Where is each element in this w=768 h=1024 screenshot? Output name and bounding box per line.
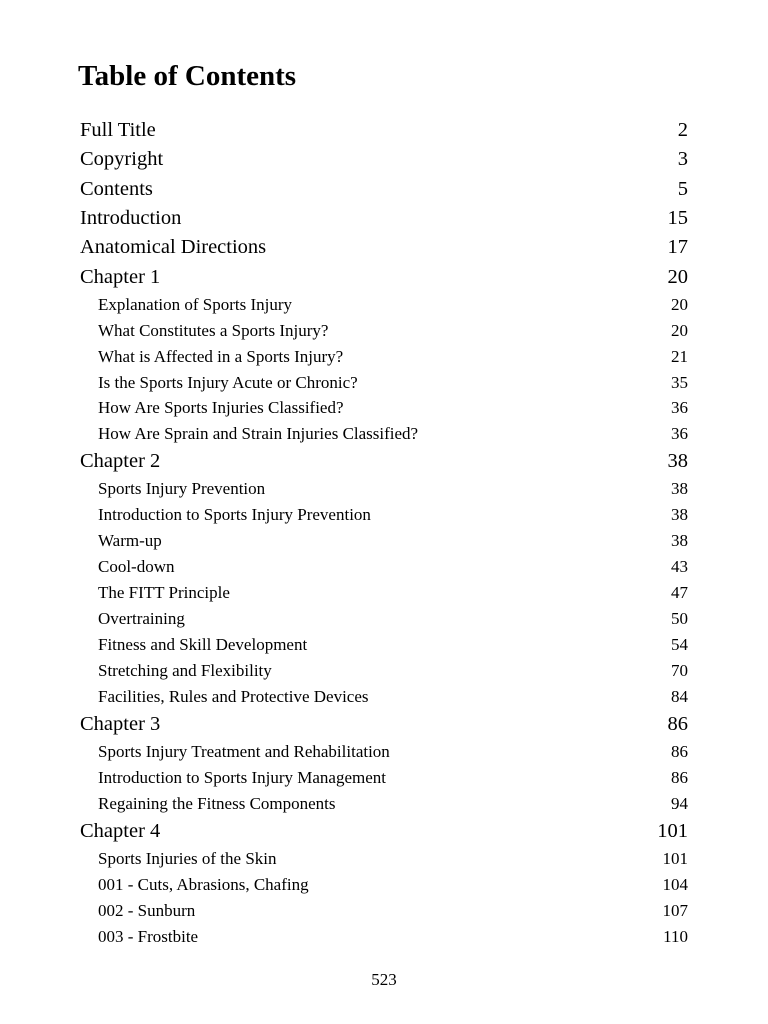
toc-section-entry[interactable]	[0, 632, 768, 658]
toc-entry-label: What is Affected in a Sports Injury?	[98, 347, 344, 366]
toc-entry-page: 38	[671, 479, 688, 498]
toc-entry-label: Contents	[80, 178, 153, 200]
toc-section-entry[interactable]	[0, 684, 768, 710]
toc-section-entry[interactable]	[0, 370, 768, 396]
toc-entry-page: 86	[667, 713, 688, 735]
toc-section-entry[interactable]	[0, 421, 768, 447]
toc-entry-page: 54	[671, 635, 688, 654]
toc-entry-label: Warm-up	[98, 531, 162, 550]
footer-page-number: 523	[371, 970, 397, 989]
toc-chapter-entry[interactable]	[0, 817, 768, 846]
toc-entry-label: Chapter 3	[80, 713, 161, 735]
toc-entry-page: 107	[662, 901, 688, 920]
toc-entry-page: 101	[662, 849, 688, 868]
toc-section-entry[interactable]	[0, 606, 768, 632]
toc-entry-label: Cool-down	[98, 557, 175, 576]
toc-entry-page: 43	[671, 557, 688, 576]
toc-entry-page: 94	[671, 794, 688, 813]
toc-entry-page: 101	[657, 820, 688, 842]
toc-entry-page: 104	[662, 875, 688, 894]
toc-section-entry[interactable]	[0, 846, 768, 872]
toc-entry-label: Chapter 4	[80, 820, 161, 842]
toc-entry-page: 15	[667, 207, 688, 229]
toc-entry-page: 17	[667, 236, 688, 258]
toc-entry-label: Introduction to Sports Injury Prevention	[98, 505, 371, 524]
toc-entry-page: 38	[667, 450, 688, 472]
toc-section-entry[interactable]	[0, 476, 768, 502]
toc-entry-page: 86	[671, 742, 688, 761]
toc-entry-label: Anatomical Directions	[80, 236, 267, 258]
page-title: Table of Contents	[78, 60, 297, 92]
toc-entry-label: What Constitutes a Sports Injury?	[98, 321, 329, 340]
toc-entry-label: Chapter 2	[80, 450, 161, 472]
toc-entry-label: Introduction to Sports Injury Management	[98, 768, 387, 787]
toc-section-entry[interactable]	[0, 554, 768, 580]
toc-entry-page: 50	[671, 609, 688, 628]
toc-chapter-entry[interactable]	[0, 204, 768, 233]
toc-entry-label: Chapter 1	[80, 266, 161, 288]
toc-chapter-entry[interactable]	[0, 175, 768, 204]
toc-section-entry[interactable]	[0, 292, 768, 318]
toc-entry-page: 70	[671, 661, 688, 680]
toc-entry-page: 2	[677, 119, 688, 141]
toc-entry-page: 38	[671, 505, 688, 524]
toc-entry-page: 84	[671, 687, 688, 706]
toc-chapter-entry[interactable]	[0, 263, 768, 292]
toc-entry-label: 003 - Frostbite	[98, 927, 199, 946]
toc-entry-label: Copyright	[80, 148, 164, 170]
toc-entry-label: Stretching and Flexibility	[98, 661, 272, 680]
toc-section-entry[interactable]	[0, 924, 768, 950]
toc-section-entry[interactable]	[0, 791, 768, 817]
toc-entry-label: The FITT Principle	[98, 583, 230, 602]
toc-section-entry[interactable]	[0, 898, 768, 924]
toc-entry-label: Sports Injury Treatment and Rehabilitation	[98, 742, 390, 761]
toc-entry-page: 5	[677, 178, 688, 200]
toc-section-entry[interactable]	[0, 528, 768, 554]
toc-entry-page: 21	[671, 347, 688, 366]
toc-entry-label: How Are Sprain and Strain Injuries Classified?	[98, 424, 419, 443]
toc-section-entry[interactable]	[0, 872, 768, 898]
toc-entry-page: 20	[667, 266, 688, 288]
toc-chapter-entry[interactable]	[0, 710, 768, 739]
toc-chapter-entry[interactable]	[0, 233, 768, 262]
toc-entry-label: Fitness and Skill Development	[98, 635, 308, 654]
toc-entry-page: 20	[671, 321, 688, 340]
toc-entry-label: 002 - Sunburn	[98, 901, 196, 920]
toc-section-entry[interactable]	[0, 658, 768, 684]
toc-section-entry[interactable]	[0, 395, 768, 421]
toc-entry-page: 47	[671, 583, 688, 602]
toc-entry-label: Explanation of Sports Injury	[98, 295, 293, 314]
toc-entry-page: 110	[663, 927, 688, 946]
toc-entry-page: 3	[677, 148, 688, 170]
toc-entry-page: 20	[671, 295, 688, 314]
toc-section-entry[interactable]	[0, 580, 768, 606]
toc-entry-label: Regaining the Fitness Components	[98, 794, 336, 813]
toc-entry-label: Sports Injury Prevention	[98, 479, 266, 498]
toc-entry-label: Introduction	[80, 207, 182, 229]
toc-entry-label: 001 - Cuts, Abrasions, Chafing	[98, 875, 309, 894]
toc-section-entry[interactable]	[0, 739, 768, 765]
toc-entry-label: How Are Sports Injuries Classified?	[98, 398, 344, 417]
toc-section-entry[interactable]	[0, 765, 768, 791]
toc-chapter-entry[interactable]	[0, 145, 768, 174]
toc-chapter-entry[interactable]	[0, 116, 768, 145]
toc-entry-page: 36	[671, 398, 688, 417]
toc-entry-page: 36	[671, 424, 688, 443]
toc-entry-label: Facilities, Rules and Protective Devices	[98, 687, 369, 706]
toc-entry-label: Sports Injuries of the Skin	[98, 849, 277, 868]
toc-section-entry[interactable]	[0, 318, 768, 344]
toc-entry-page: 38	[671, 531, 688, 550]
toc-entry-label: Is the Sports Injury Acute or Chronic?	[98, 373, 358, 392]
toc-entry-page: 86	[671, 768, 688, 787]
toc-chapter-entry[interactable]	[0, 447, 768, 476]
toc-section-entry[interactable]	[0, 502, 768, 528]
toc-entry-label: Overtraining	[98, 609, 185, 628]
toc-section-entry[interactable]	[0, 344, 768, 370]
toc-entry-page: 35	[671, 373, 688, 392]
toc-entry-label: Full Title	[80, 119, 156, 141]
